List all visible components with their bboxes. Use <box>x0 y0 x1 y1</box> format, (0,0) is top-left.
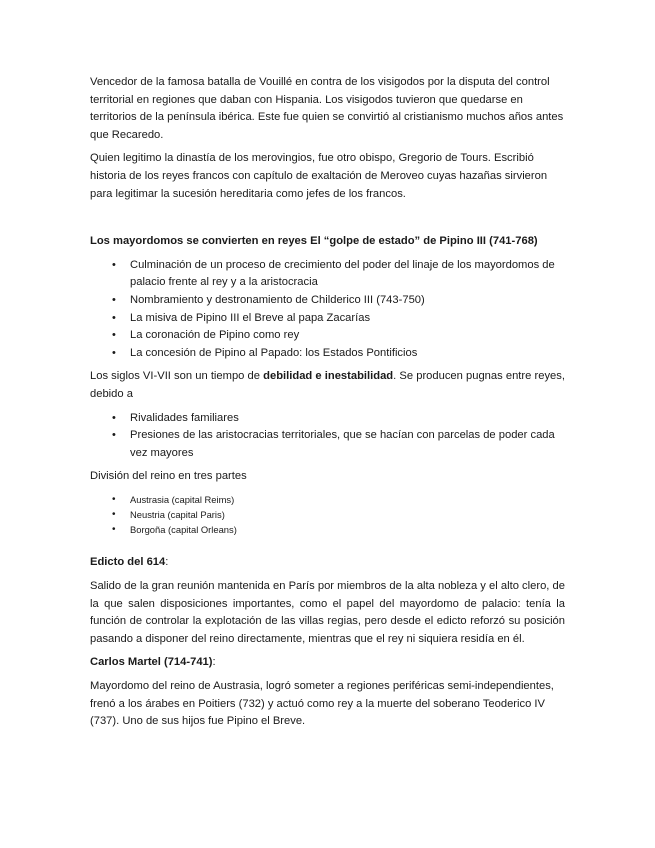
paragraph-carlos: Mayordomo del reino de Austrasia, logró someter a regiones periféricas semi-independientes, frenó a los árabes en Poitiers (732) y actuó como rey a la muerte del soberano Teoderico IV (737). Uno de sus hijos fue Pipino el Breve. <box>90 680 554 728</box>
list-item: • Culminación de un proceso de crecimiento del poder del linaje de los mayordomos de palacio frente al rey y a la aristocracia <box>90 257 565 292</box>
list-item: • Neustria (capital Paris) <box>90 507 565 522</box>
edicto-heading <box>90 554 565 572</box>
list-item: • La misiva de Pipino III el Breve al papa Zacarías <box>90 310 565 328</box>
list-item: • Presiones de las aristocracias territoriales, que se hacían con parcelas de poder cada vez mayores <box>90 427 565 462</box>
siglos-bold-phrase: debilidad e inestabilidad <box>263 370 394 383</box>
paragraph-vouille: Vencedor de la famosa batalla de Vouillé en contra de los visigodos por la disputa del control territorial en regiones que daban con Hispania. Los visigodos tuvieron que quedarse en territorios de la península ibérica. Este fue quien se convirtió al cristianismo muchos años antes que Recaredo. <box>90 76 564 141</box>
siglos-text-end: . Se producen pugnas entre reyes, debido a <box>90 370 565 400</box>
pipino-list <box>90 257 565 363</box>
list-item: • Borgoña (capital Orleans) <box>90 522 565 537</box>
edicto-colon: : <box>165 556 169 569</box>
paragraph-edicto: Salido de la gran reunión mantenida en París por miembros de la alta nobleza y el alto clero, de la que salen disposiciones importantes, como el papel del mayordomo de palacio: tenía la función de controlar la explotación de las villas regias, pero desde el edicto reforzó su posición pasando a disponer del reino directamente, mientras que el rey ni siquiera residía en él. <box>90 580 565 645</box>
document-body <box>90 74 565 731</box>
paragraph-siglos <box>90 368 565 403</box>
carlos-heading <box>90 654 565 672</box>
list-item: • Nombramiento y destronamiento de Childerico III (743-750) <box>90 292 565 310</box>
list-item: • La coronación de Pipino como rey <box>90 327 565 345</box>
pugnas-list <box>90 410 565 463</box>
list-item: • Rivalidades familiares <box>90 410 565 428</box>
siglos-text-start: Los siglos VI-VII son un tiempo de <box>90 370 264 383</box>
carlos-colon: : <box>212 656 216 669</box>
carlos-title: Carlos Martel (714-741) <box>90 656 213 669</box>
edicto-title: Edicto del 614 <box>90 556 166 569</box>
heading-pipino: Los mayordomos se convierten en reyes El “golpe de estado” de Pipino III (741-768) <box>90 235 538 248</box>
division-title: División del reino en tres partes <box>90 470 247 483</box>
list-item: • Austrasia (capital Reims) <box>90 492 565 507</box>
paragraph-gregorio: Quien legitimo la dinastía de los merovingios, fue otro obispo, Gregorio de Tours. Escribió historia de los reyes francos con capítulo de exaltación de Meroveo cuyas hazañas sirvieron para legitimar la sucesión hereditaria como jefes de los francos. <box>90 152 548 200</box>
division-list <box>90 492 565 538</box>
list-item: • La concesión de Pipino al Papado: los Estados Pontificios <box>90 345 565 363</box>
